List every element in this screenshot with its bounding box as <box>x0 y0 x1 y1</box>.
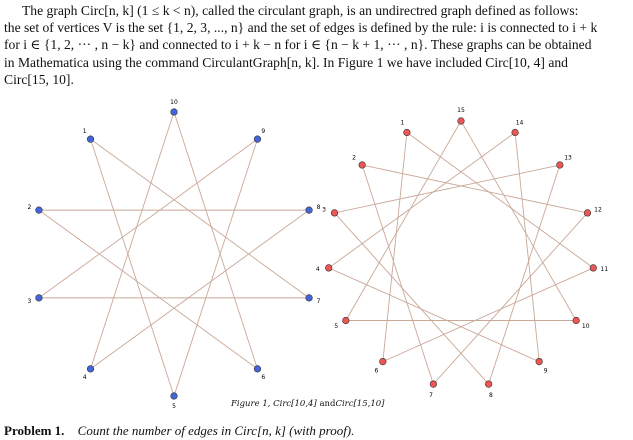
vertex-label: 6 <box>261 373 266 381</box>
paragraph-line-4: in Mathematica using the command CirculantGraph[n, k]. In Figure 1 we have included Circ[10, 4] and <box>4 54 568 70</box>
vertex-label: 8 <box>316 204 321 212</box>
vertex-label: 2 <box>352 154 356 162</box>
edge <box>383 268 593 362</box>
edge <box>39 139 258 298</box>
paragraph-line-3: for i ∈ {1, 2, ··· , n − k} and connected to i + k − n for i ∈ {n − k + 1, ··· , n}. These graphs can be obtained <box>4 37 592 53</box>
vertex-label: 10 <box>170 99 178 106</box>
edge <box>383 132 407 361</box>
problem-text: Count the number of edges in Circ[n, k] (with proof). <box>77 423 355 438</box>
vertex-node <box>590 265 597 272</box>
paragraph-line-2: the set of vertices V is the set {1, 2, 3, ..., n} and the set of edges is defined by the rule: i is connected to i + k <box>4 20 598 36</box>
edge <box>39 210 258 369</box>
edge <box>407 132 593 267</box>
vertex-label: 3 <box>27 297 32 305</box>
vertex-node <box>254 366 261 373</box>
edge <box>329 132 515 267</box>
intro-paragraph <box>4 2 630 88</box>
graph-circ-10-4 <box>28 99 321 410</box>
vertex-node <box>359 162 366 169</box>
vertex-node <box>325 265 332 272</box>
vertex-label: 9 <box>261 128 266 136</box>
vertex-node <box>306 295 313 302</box>
problem-label: Problem 1. <box>4 423 65 438</box>
vertex-label: 12 <box>594 206 602 214</box>
vertex-node <box>87 366 94 373</box>
vertex-label: 13 <box>564 154 572 162</box>
vertex-node <box>512 129 519 136</box>
vertex-label: 2 <box>27 204 32 212</box>
vertex-label: 15 <box>457 107 465 114</box>
vertex-node <box>573 317 580 324</box>
vertex-label: 10 <box>581 323 590 330</box>
vertex-label: 3 <box>322 206 326 214</box>
paragraph-line-5: Circ[15, 10]. <box>4 71 74 87</box>
vertex-node <box>343 317 350 324</box>
vertex-label: 6 <box>374 367 379 375</box>
edge <box>335 165 560 213</box>
figure-caption <box>231 399 384 409</box>
edge <box>174 112 257 369</box>
vertex-node <box>557 162 564 169</box>
vertex-label: 7 <box>429 391 433 399</box>
edge <box>91 139 310 298</box>
problem-statement <box>4 423 354 439</box>
vertex-node <box>36 295 43 302</box>
caption-prefix: Figure 1, <box>231 399 271 409</box>
edge <box>91 112 174 369</box>
vertex-node <box>36 207 43 214</box>
vertex-node <box>171 393 178 400</box>
vertex-label: 4 <box>82 373 87 381</box>
caption-circ-1: Circ[10,4] <box>273 399 317 409</box>
paragraph-line-1: The graph Circ[n, k] (1 ≤ k < n), called the circulant graph, is an undirectred graph defined as follows: <box>22 3 579 18</box>
edge <box>362 165 587 213</box>
edge <box>91 139 174 396</box>
vertex-node <box>458 118 465 125</box>
vertex-node <box>306 207 313 214</box>
edge <box>335 213 489 384</box>
edge <box>433 213 587 384</box>
vertex-label: 9 <box>543 367 548 375</box>
vertex-label: 11 <box>600 266 609 274</box>
vertex-node <box>171 109 178 116</box>
vertex-label: 14 <box>515 119 524 127</box>
graph-circ-15-10 <box>316 107 608 399</box>
edge <box>91 210 310 369</box>
vertex-label: 5 <box>334 323 339 330</box>
vertex-node <box>485 381 492 388</box>
vertex-label: 4 <box>315 266 320 274</box>
vertex-node <box>254 136 261 143</box>
vertex-label: 7 <box>316 297 321 305</box>
caption-circ-2: Circ[15,10] <box>335 399 385 409</box>
edge <box>174 139 257 396</box>
vertex-node <box>380 358 387 365</box>
vertex-label: 8 <box>489 391 493 399</box>
vertex-label: 1 <box>82 128 87 136</box>
edge <box>329 268 539 362</box>
vertex-node <box>404 129 411 136</box>
caption-and: and <box>319 399 336 409</box>
vertex-node <box>584 210 591 217</box>
vertex-node <box>87 136 94 143</box>
vertex-node <box>430 381 437 388</box>
vertex-node <box>331 210 338 217</box>
vertex-node <box>536 358 543 365</box>
vertex-label: 1 <box>400 119 405 127</box>
vertex-label: 5 <box>172 403 176 410</box>
edge <box>515 132 539 361</box>
